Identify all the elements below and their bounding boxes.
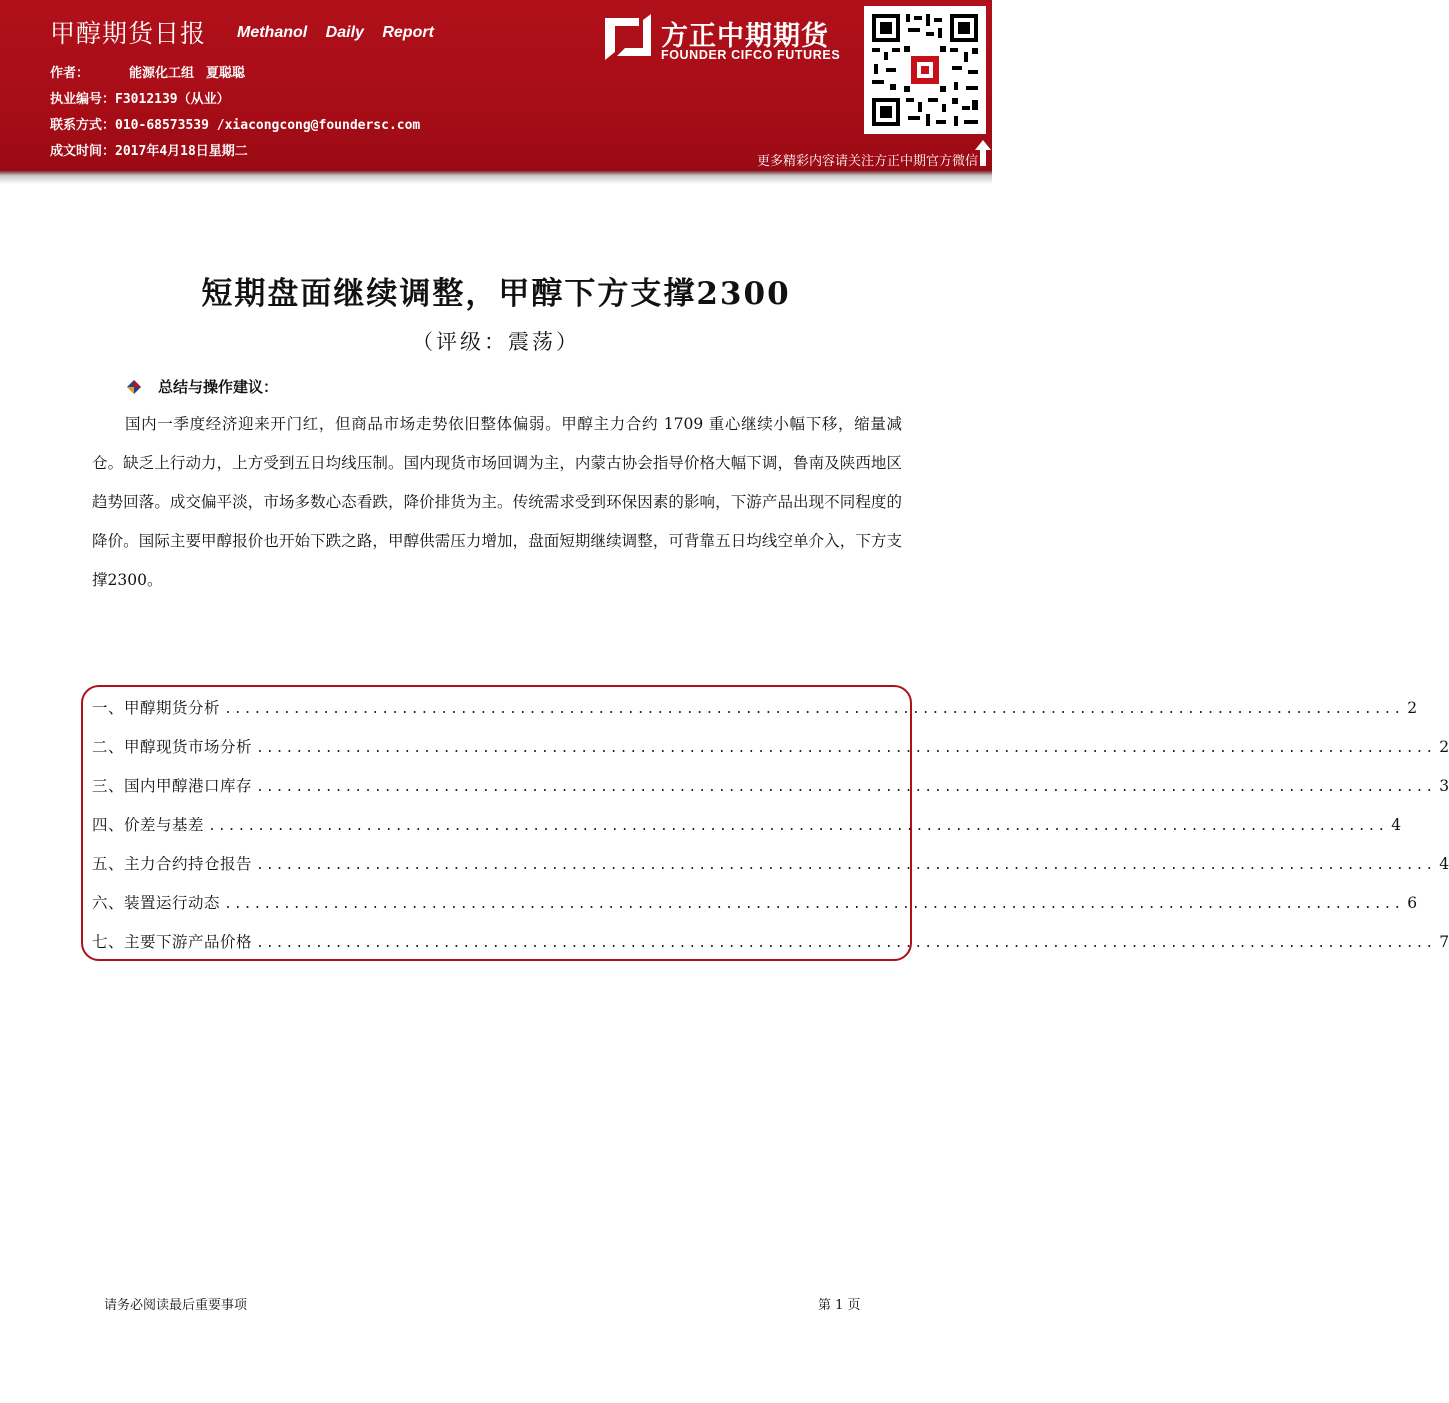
toc-item-label: 七、主要下游产品价格 [92, 933, 253, 951]
header-divider [0, 170, 992, 184]
toc-item[interactable] [92, 696, 1418, 720]
rating-text: （评级：震荡） [412, 330, 580, 354]
company-name-cn: 方正中期期货 [661, 21, 829, 52]
license-label: 执业编号： [50, 92, 116, 107]
table-of-contents [81, 685, 1449, 961]
footer-page-number: 第 1 页 [818, 1298, 861, 1313]
toc-item-label: 四、价差与基差 [92, 816, 205, 834]
toc-item-label: 五、主力合约持仓报告 [92, 855, 253, 873]
founder-logo-icon [603, 12, 653, 62]
toc-item[interactable] [92, 891, 1418, 915]
toc-leader: ........................................................................................................................ [256, 780, 1436, 795]
toc-item-page: 3 [1439, 777, 1449, 795]
contact-value[interactable]: 010-68573539 /xiacongcong@foundersc.com [115, 118, 421, 133]
diamond-bullet-icon [126, 379, 142, 395]
toc-item-label: 六、装置运行动态 [92, 894, 221, 912]
toc-item-page: 4 [1391, 816, 1402, 834]
toc-item[interactable] [92, 930, 1449, 954]
company-logo [603, 12, 858, 68]
toc-leader: ........................................................................................................................ [224, 702, 1404, 717]
report-subtitle: Methanol Daily Report [237, 24, 434, 41]
toc-leader: ........................................................................................................................ [256, 858, 1436, 873]
date-value: 2017年4月18日星期二 [115, 144, 248, 159]
toc-item-label: 三、国内甲醇港口库存 [92, 777, 253, 795]
toc-leader: ........................................................................................................................ [256, 741, 1436, 756]
report-title: 甲醇期货日报 [50, 19, 207, 48]
toc-item-page: 2 [1439, 738, 1449, 756]
up-arrow-icon [974, 138, 992, 168]
toc-item[interactable] [92, 813, 1402, 837]
toc-item[interactable] [92, 852, 1449, 876]
contact-label: 联系方式： [50, 118, 116, 133]
toc-item-page: 6 [1407, 894, 1418, 912]
toc-item-label: 一、甲醇期货分析 [92, 699, 221, 717]
contact-line [50, 114, 420, 133]
author-name: 夏聪聪 [206, 66, 246, 81]
author-label: 作者： [50, 66, 90, 81]
toc-leader: ........................................................................................................................ [208, 819, 1388, 834]
toc-item-page: 2 [1407, 699, 1418, 717]
footer-disclaimer-note: 请务必阅读最后重要事项 [104, 1298, 248, 1313]
qr-code-icon[interactable] [864, 6, 986, 134]
toc-item-page: 4 [1439, 855, 1449, 873]
report-main-title: 短期盘面继续调整，甲醇下方支撑2300 [201, 276, 791, 312]
summary-heading [126, 376, 278, 397]
toc-leader: ........................................................................................................................ [224, 897, 1404, 912]
summary-paragraph: 国内一季度经济迎来开门红，但商品市场走势依旧整体偏弱。甲醇主力合约 1709 重心继续小幅下移，缩量减仓。缺乏上行动力，上方受到五日均线压制。国内现货市场回调为主，内蒙古协会指导价格大幅下调，鲁南及陕西地区趋势回落。成交偏平淡，市场多数心态看跌，降价排货为主。传统需求受到环保因素的影响，下游产品出现不同程度的降价。国际主要甲醇报价也开始下跌之路，甲醇供需压力增加，盘面短期继续调整，可背靠五日均线空单介入，下方支撑2300。 [92, 415, 902, 589]
author-line [50, 62, 245, 81]
author-group: 能源化工组 [129, 66, 195, 81]
report-header [0, 0, 992, 172]
date-label: 成文时间： [50, 144, 116, 159]
summary-heading-text: 总结与操作建议： [158, 378, 279, 396]
toc-item[interactable] [92, 735, 1449, 759]
follow-wechat-text: 更多精彩内容请关注方正中期官方微信 [756, 154, 978, 169]
license-line [50, 88, 230, 107]
date-line [50, 140, 248, 159]
toc-item-page: 7 [1439, 933, 1449, 951]
toc-leader: ........................................................................................................................ [256, 936, 1436, 951]
company-name-en: FOUNDER CIFCO FUTURES [661, 48, 841, 62]
toc-item-label: 二、甲醇现货市场分析 [92, 738, 253, 756]
license-value: F3012139（从业） [115, 92, 230, 107]
toc-item[interactable] [92, 774, 1449, 798]
